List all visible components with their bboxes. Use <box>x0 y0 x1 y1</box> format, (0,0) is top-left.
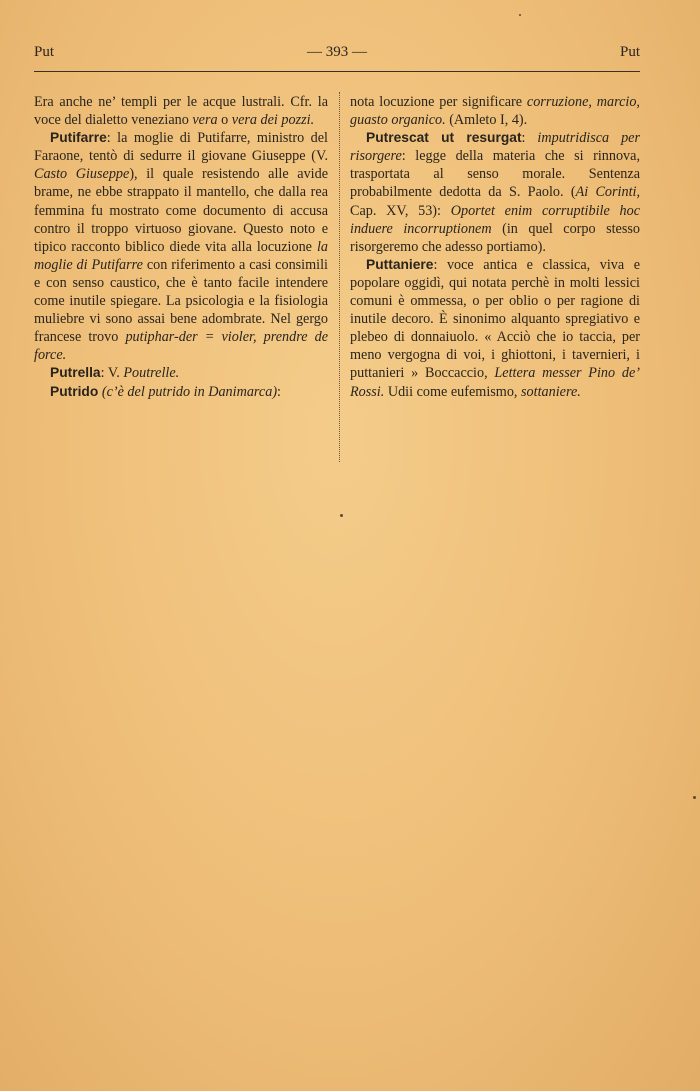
header-rule <box>34 71 640 72</box>
entry-putifarre: Putifarre: la moglie di Putifarre, ministro del Faraone, tentò di sedurre il giovane Giuseppe (V. Casto Giuseppe), il quale resistendo alle avide brame, ne ebbe strappato il mantello, che dalla rea femmina fu mostrato come documento di accusa contro il troppo virtuoso giovane. Questo noto e tipico racconto biblico diede vita alla locuzione la moglie di Putifarre con riferimento a casi consimili e con senso caustico, che è tanto facile intendere come inutile spiegare. La psicologia e la fisiologia muliebre vi sono assai bene adombrate. Nel gergo francese trovo putiphar-der = violer, prendre de force. <box>34 130 329 364</box>
header-left-word: Put <box>34 44 55 60</box>
entry-puttaniere: Puttaniere: voce antica e classica, viva e popolare oggidì, qui notata perchè in molti lessici comuni è ommessa, o per oblio o per ragione di inutile decoro. È sinonimo alquanto spregiativo e plebeo di donnaiuolo. « Acciò che io taccia, per meno vergogna di voi, i ghiottoni, i tavernieri, i puttanieri » Boccaccio, Lettera messer Pino de’ Rossi. Udii come eufemismo, sottaniere. <box>350 256 640 400</box>
headword: Putrescat ut resurgat <box>366 130 522 146</box>
running-header <box>34 42 640 66</box>
paper-speck <box>519 14 521 16</box>
paper-speck <box>340 514 343 517</box>
entry-continuation: Era anche ne’ templi per le acque lustrali. Cfr. la voce del dialetto veneziano vera o vera dei pozzi. <box>34 94 328 129</box>
header-right-word: Put <box>619 44 640 60</box>
left-column <box>34 93 328 401</box>
page-number: — 393 — <box>307 44 367 60</box>
headword: Putrella <box>50 365 101 381</box>
headword: Putifarre <box>50 130 107 146</box>
column-divider <box>339 92 340 462</box>
headword: Puttaniere <box>366 256 434 272</box>
headword: Putrido <box>50 383 99 399</box>
entry-putrido: Putrido (c’è del putrido in Danimarca): <box>50 383 281 400</box>
entry-continuation: nota locuzione per significare corruzione, marcio, guasto organico. (Amleto I, 4). <box>350 94 640 129</box>
paper-speck <box>693 796 696 799</box>
entry-putrella: Putrella: V. Poutrelle. <box>50 365 180 382</box>
entry-putrescat: Putrescat ut resurgat: imputridisca per risorgere: legge della materia che si rinnova, trasportata al senso morale. Sentenza probabilmente dedotta da S. Paolo. (Ai Corinti, Cap. XV, 53): Oportet enim corruptibile hoc induere incorruptionem (in quel corpo stesso risorgeremo che adesso portiamo). <box>350 130 641 255</box>
right-column <box>350 93 640 401</box>
